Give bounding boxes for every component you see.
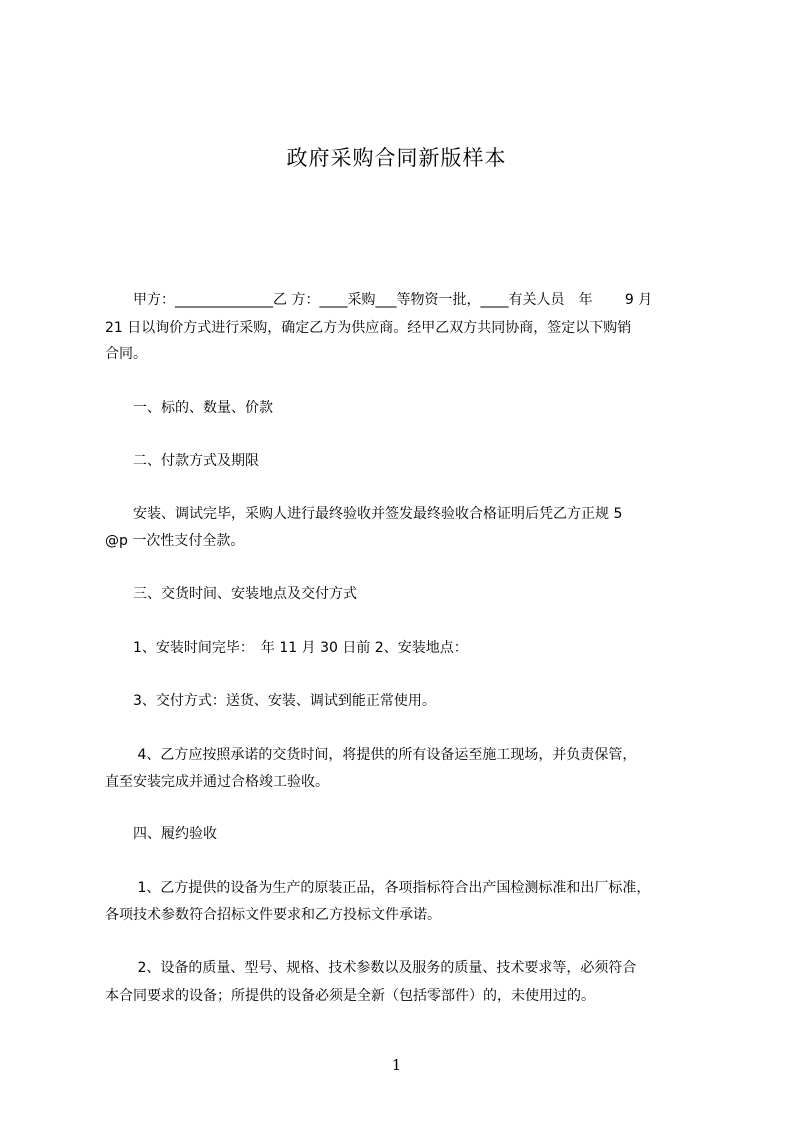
paragraph-line: 4、乙方应按照承诺的交货时间，将提供的所有设备运至施工现场，并负责保管，	[105, 747, 637, 763]
page-number: 1	[391, 1056, 402, 1074]
paragraph-line: 21 日以询价方式进行采购，确定乙方为供应商。经甲乙双方共同协商，签定以下购销	[105, 320, 632, 336]
section-heading: 二、付款方式及期限	[105, 453, 259, 469]
paragraph-line: 2、设备的质量、型号、规格、技术参数以及服务的质量、技术要求等，必须符合	[105, 960, 637, 976]
paragraph-line: 各项技术参数符合招标文件要求和乙方投标文件承诺。	[105, 907, 441, 923]
paragraph-line: 甲方：______________乙 方：____采购___等物资一批，____有关人员 年 9 月	[105, 292, 653, 308]
document-title: 政府采购合同新版样本	[286, 146, 507, 170]
paragraph-line: 合同。	[105, 346, 147, 362]
paragraph-line: 安装、调试完毕，采购人进行最终验收并签发最终验收合格证明后凭乙方正规 5	[105, 506, 623, 522]
section-heading: 三、交货时间、安装地点及交付方式	[105, 586, 357, 602]
section-heading: 四、履约验收	[105, 826, 217, 842]
paragraph-line: @p 一次性支付全款。	[105, 533, 245, 549]
section-heading: 一、标的、数量、价款	[105, 400, 273, 416]
paragraph-line: 1、安装时间完毕： 年 11 月 30 日前 2、安装地点：	[105, 640, 468, 656]
paragraph-line: 直至安装完成并通过合格竣工验收。	[105, 774, 329, 790]
paragraph-line: 本合同要求的设备；所提供的设备必须是全新（包括零部件）的，未使用过的。	[105, 988, 595, 1004]
paragraph-line: 3、交付方式：送货、安装、调试到能正常使用。	[105, 693, 436, 709]
paragraph-line: 1、乙方提供的设备为生产的原装正品，各项指标符合出产国检测标准和出厂标准，	[105, 880, 651, 896]
